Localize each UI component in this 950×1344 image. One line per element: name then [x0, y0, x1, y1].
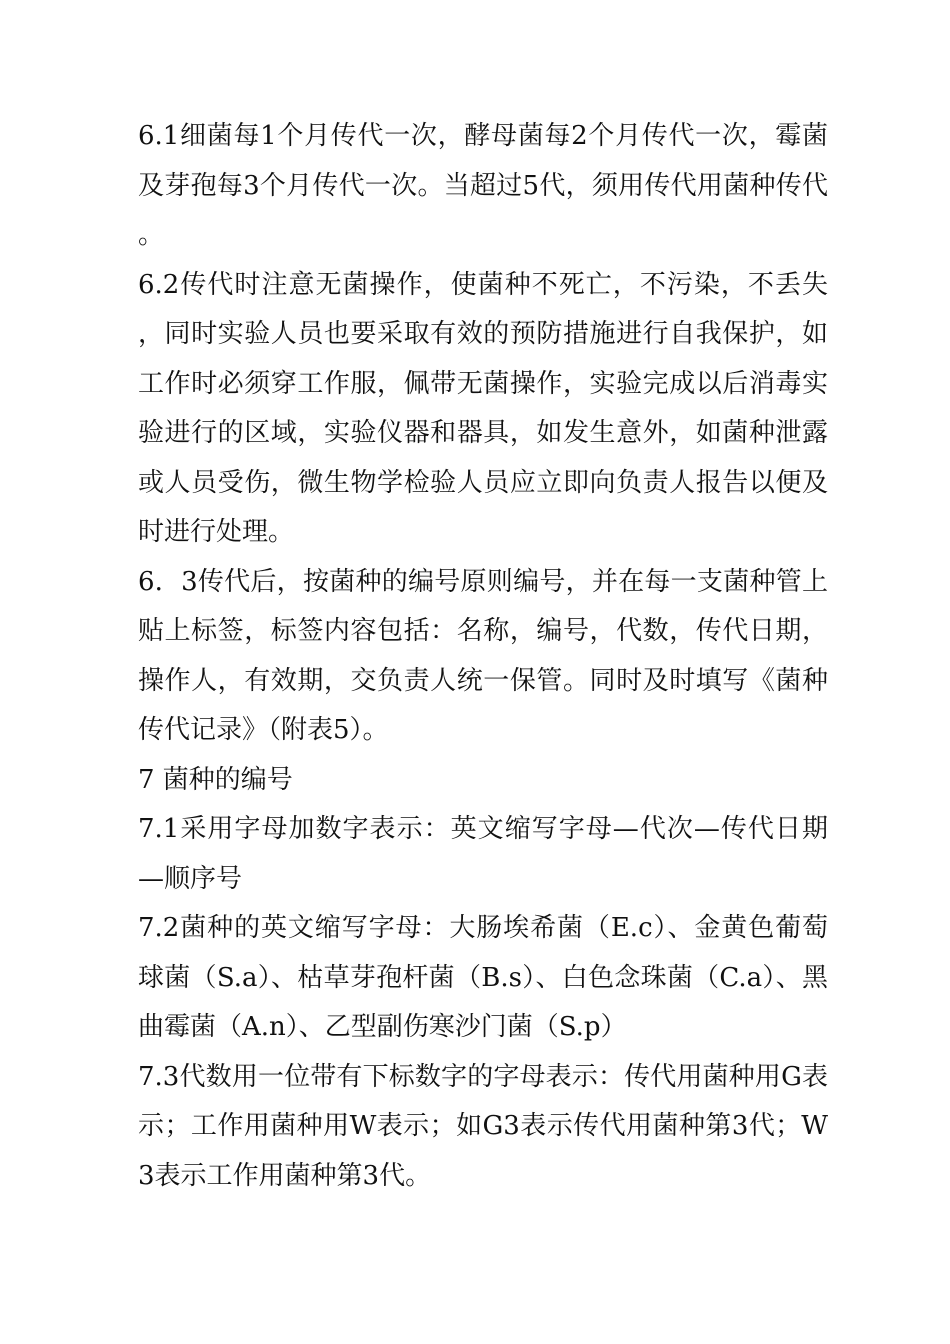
section-heading-7: 7 菌种的编号 — [138, 764, 293, 795]
paragraph-6-2: 6.2传代时注意无菌操作，使菌种不死亡，不污染，不丢失，同时实验人员也要采取有效的预防措施进行自我保护，如工作时必须穿工作服，佩带无菌操作，实验完成以后消毒实验进行的区域，实验仪器和器具，如发生意外，如菌种泄露或人员受伤，微生物学检验人员应立即向负责人报告以便及时进行处理。 — [138, 269, 828, 547]
paragraph-7-2: 7.2菌种的英文缩写字母：大肠埃希菌（E.c）、金黄色葡萄球菌（S.a）、枯草芽孢杆菌（B.s）、白色念珠菌（C.a）、黑曲霉菌（A.n）、乙型副伤寒沙门菌（S.p） — [138, 913, 828, 1042]
paragraph-7-3: 7.3代数用一位带有下标数字的字母表示：传代用菌种用G表示；工作用菌种用W表示；如G3表示传代用菌种第3代；W3表示工作用菌种第3代。 — [138, 1061, 828, 1191]
paragraph-6-1: 6.1细菌每1个月传代一次，酵母菌每2个月传代一次，霉菌及芽孢每3个月传代一次。当超过5代，须用传代用菌种传代。 — [138, 121, 828, 250]
paragraph-6-3: 6．3传代后，按菌种的编号原则编号，并在每一支菌种管上贴上标签，标签内容包括：名称，编号，代数，传代日期，操作人，有效期，交负责人统一保管。同时及时填写《菌种传代记录》（附表5）。 — [138, 566, 828, 745]
document-page — [138, 112, 828, 1201]
paragraph-7-1: 7.1采用字母加数字表示：英文缩写字母—代次—传代日期—顺序号 — [138, 814, 828, 894]
